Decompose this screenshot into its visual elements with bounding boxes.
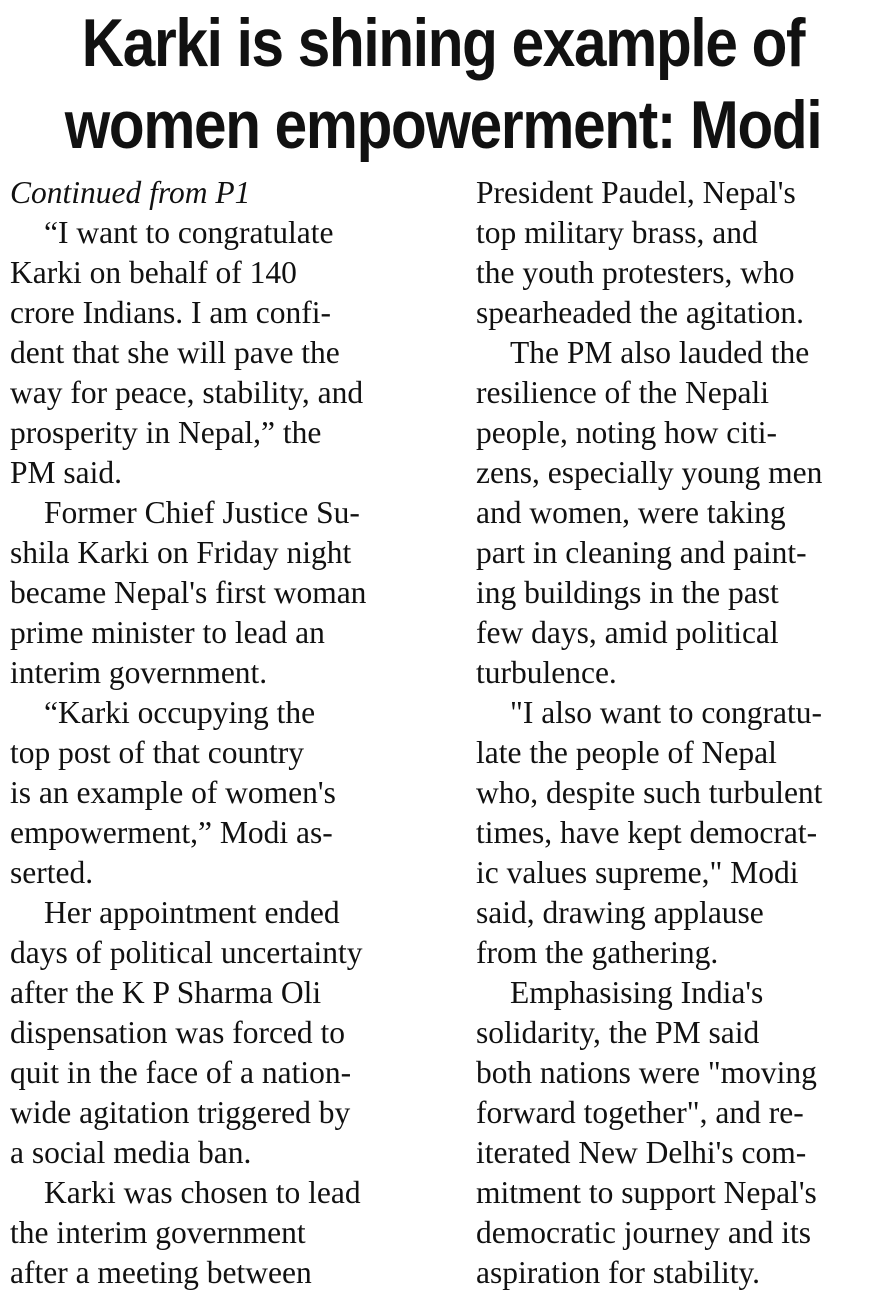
text-line: spearheaded the agitation.: [476, 295, 804, 330]
text-line: aspiration for stability.: [476, 1255, 761, 1290]
text-line: few days, amid political: [476, 615, 779, 650]
text-line: solidarity, the PM said: [476, 1015, 760, 1050]
text-line: "I also want to congratu-: [510, 695, 823, 730]
text-line: who, despite such turbulent: [476, 775, 823, 810]
text-line: top post of that country: [10, 735, 304, 770]
text-line: democratic journey and its: [476, 1215, 812, 1250]
text-line: after a meeting between: [10, 1255, 312, 1290]
text-line: Karki was chosen to lead: [44, 1175, 361, 1210]
text-line: from the gathering.: [476, 935, 719, 970]
text-line: Karki on behalf of 140: [10, 255, 297, 290]
article-column-left: [10, 173, 430, 1293]
text-line: PM said.: [10, 455, 123, 490]
text-line: forward together", and re-: [476, 1095, 804, 1130]
text-line: zens, especially young men: [476, 455, 823, 490]
text-line: “I want to congratulate: [44, 215, 334, 250]
text-line: quit in the face of a nation-: [10, 1055, 352, 1090]
text-line: and women, were taking: [476, 495, 786, 530]
text-line: mitment to support Nepal's: [476, 1175, 817, 1210]
text-line: The PM also lauded the: [510, 335, 810, 370]
text-line: empowerment,” Modi as-: [10, 815, 333, 850]
text-line: serted.: [10, 855, 94, 890]
text-line: President Paudel, Nepal's: [476, 175, 796, 210]
headline: [62, 2, 824, 166]
text-line: turbulence.: [476, 655, 617, 690]
text-line: ic values supreme," Modi: [476, 855, 799, 890]
text-line: said, drawing applause: [476, 895, 764, 930]
text-line: Former Chief Justice Su-: [44, 495, 360, 530]
text-line: prosperity in Nepal,” the: [10, 415, 322, 450]
text-line: part in cleaning and paint-: [476, 535, 807, 570]
text-line: Her appointment ended: [44, 895, 340, 930]
left-column-text: [10, 213, 430, 1293]
text-line: Emphasising India's: [510, 975, 764, 1010]
right-column-text: [476, 173, 881, 1293]
text-line: crore Indians. I am confi-: [10, 295, 331, 330]
text-line: is an example of women's: [10, 775, 336, 810]
text-line: dent that she will pave the: [10, 335, 340, 370]
continued-from-label: Continued from P1: [10, 175, 251, 210]
text-line: the youth protesters, who: [476, 255, 795, 290]
text-line: wide agitation triggered by: [10, 1095, 351, 1130]
text-line: people, noting how citi-: [476, 415, 777, 450]
text-line: top military brass, and: [476, 215, 758, 250]
text-line: ing buildings in the past: [476, 575, 779, 610]
text-line: became Nepal's first woman: [10, 575, 367, 610]
text-line: prime minister to lead an: [10, 615, 325, 650]
text-line: after the K P Sharma Oli: [10, 975, 322, 1010]
headline-line-1: Karki is shining example of: [81, 5, 805, 81]
text-line: shila Karki on Friday night: [10, 535, 352, 570]
text-line: days of political uncertainty: [10, 935, 363, 970]
article-column-right: [476, 173, 881, 1293]
text-line: interim government.: [10, 655, 268, 690]
text-line: iterated New Delhi's com-: [476, 1135, 807, 1170]
text-line: resilience of the Nepali: [476, 375, 769, 410]
text-line: a social media ban.: [10, 1135, 252, 1170]
text-line: “Karki occupying the: [44, 695, 316, 730]
text-line: the interim government: [10, 1215, 306, 1250]
text-line: way for peace, stability, and: [10, 375, 364, 410]
text-line: times, have kept democrat-: [476, 815, 818, 850]
text-line: late the people of Nepal: [476, 735, 777, 770]
text-line: dispensation was forced to: [10, 1015, 346, 1050]
headline-line-2: women empowerment: Modi: [64, 87, 822, 163]
text-line: both nations were "moving: [476, 1055, 817, 1090]
